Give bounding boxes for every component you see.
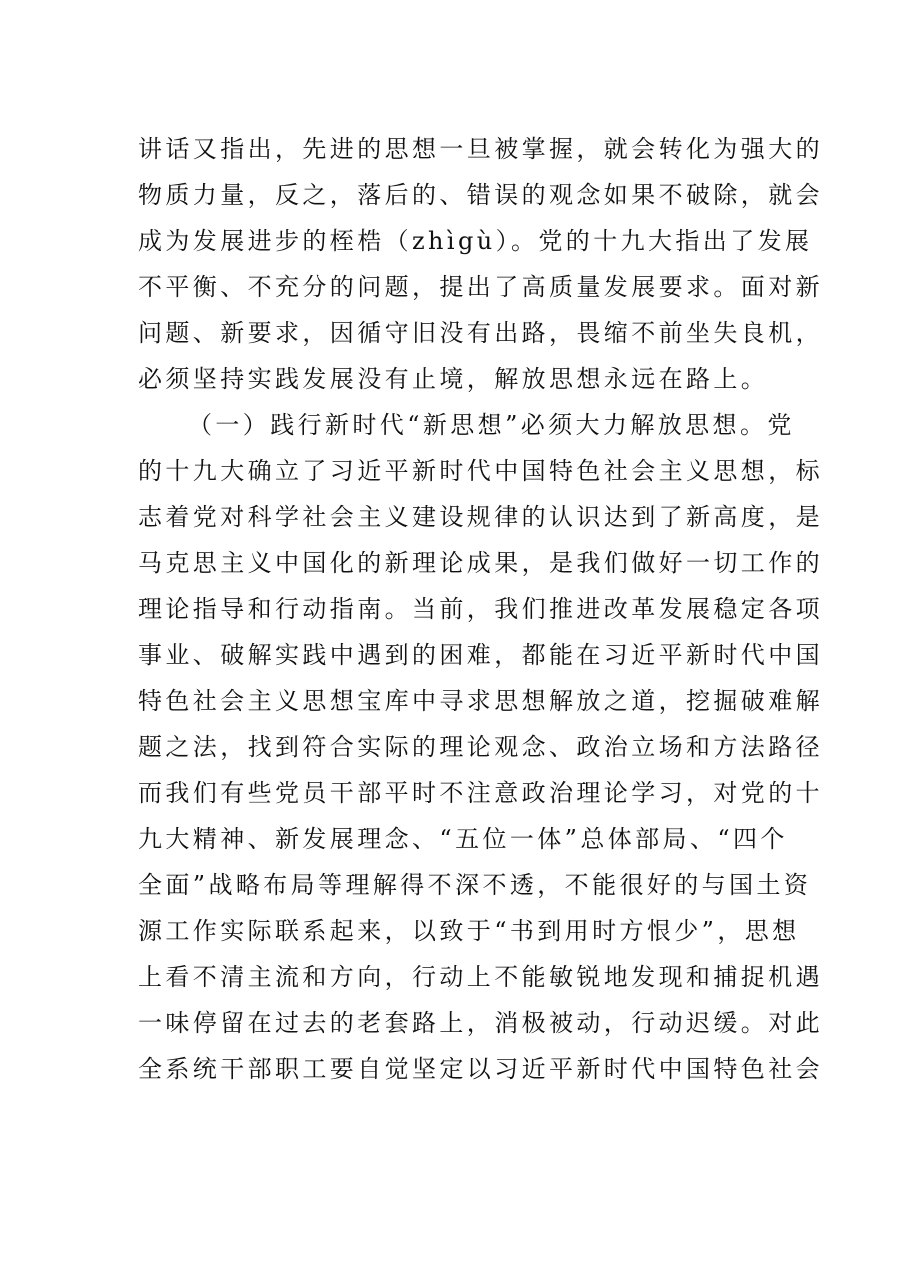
text-line: 问题、新要求，因循守旧没有出路，畏缩不前坐失良机， xyxy=(138,319,823,347)
text-line: 全系统干部职工要自觉坚定以习近平新时代中国特色社会 xyxy=(138,1055,823,1083)
text-line: 九大精神、新发展理念、“五位一体”总体部局、“四个 xyxy=(138,825,788,853)
text-line: 的十九大确立了习近平新时代中国特色社会主义思想，标 xyxy=(138,457,823,485)
text-line: 不平衡、不充分的问题，提出了高质量发展要求。面对新 xyxy=(138,273,823,301)
section-heading-line: （一）践行新时代“新思想”必须大力解放思想。党 xyxy=(188,411,795,439)
text-line: 事业、破解实践中遇到的困难，都能在习近平新时代中国 xyxy=(138,641,823,669)
text-line: 成为发展进步的桎梏（zhìgù）。党的十九大指出了发展 xyxy=(138,227,813,255)
text-line: 讲话又指出，先进的思想一旦被掌握，就会转化为强大的 xyxy=(138,135,823,163)
text-line: 上看不清主流和方向，行动上不能敏锐地发现和捕捉机遇 xyxy=(138,963,823,991)
text-line: 志着党对科学社会主义建设规律的认识达到了新高度，是 xyxy=(138,503,823,531)
text-line: 一味停留在过去的老套路上，消极被动，行动迟缓。对此 xyxy=(138,1009,823,1037)
text-line: 物质力量，反之，落后的、错误的观念如果不破除，就会 xyxy=(138,181,823,209)
text-line: 马克思主义中国化的新理论成果，是我们做好一切工作的 xyxy=(138,549,823,577)
text-line: 而我们有些党员干部平时不注意政治理论学习，对党的十 xyxy=(138,779,823,807)
text-line: 源工作实际联系起来，以致于“书到用时方恨少”，思想 xyxy=(138,917,800,945)
text-line: 特色社会主义思想宝库中寻求思想解放之道，挖掘破难解 xyxy=(138,687,823,715)
text-line: 题之法，找到符合实际的理论观念、政治立场和方法路径 xyxy=(138,733,823,761)
text-line: 必须坚持实践发展没有止境，解放思想永远在路上。 xyxy=(138,365,769,393)
body-text xyxy=(138,126,823,1092)
text-line: 理论指导和行动指南。当前，我们推进改革发展稳定各项 xyxy=(138,595,823,623)
text-line: 全面”战略布局等理解得不深不透，不能很好的与国土资 xyxy=(138,871,812,899)
